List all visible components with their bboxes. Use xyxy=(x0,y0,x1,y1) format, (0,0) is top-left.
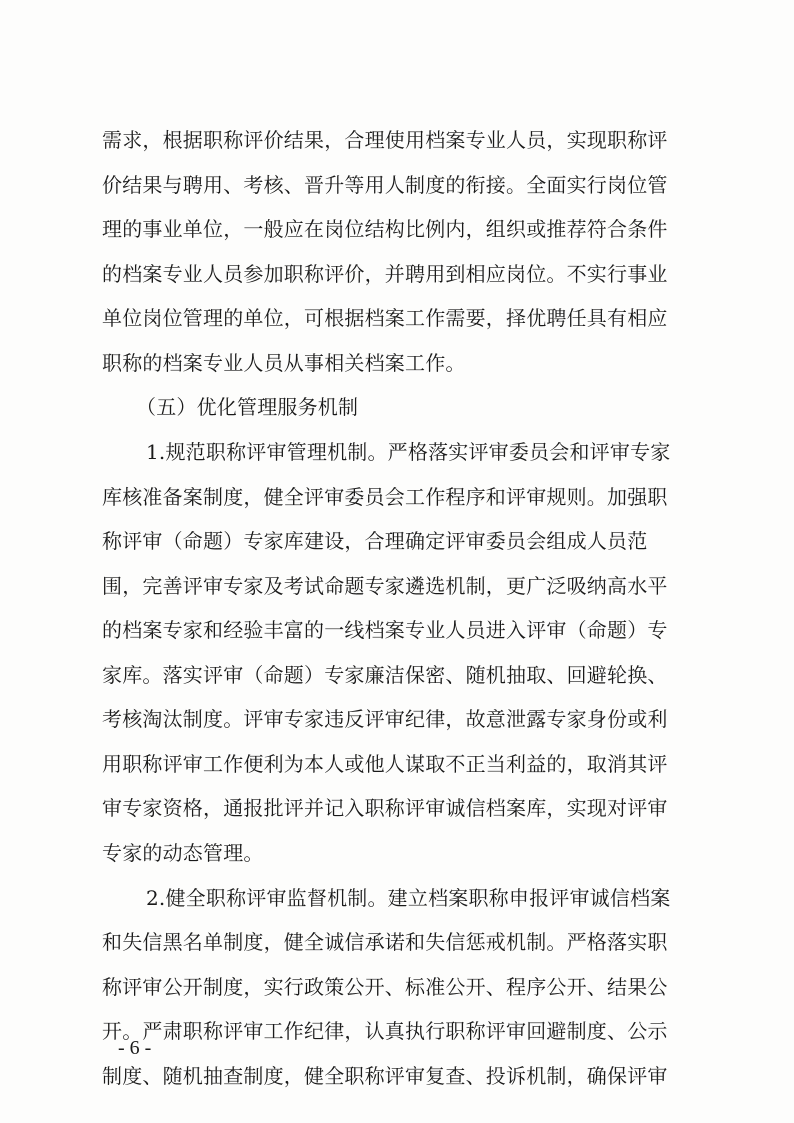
text-line: 需求，根据职称评价结果，合理使用档案专业人员，实现职称评 xyxy=(102,128,668,152)
text-line: 考核淘汰制度。评审专家违反评审纪律，故意泄露专家身份或利 xyxy=(102,707,668,731)
text-line: 的档案专业人员参加职称评价，并聘用到相应岗位。不实行事业 xyxy=(102,262,668,286)
section-heading: （五）优化管理服务机制 xyxy=(136,395,359,419)
text-line: 称评审公开制度，实行政策公开、标准公开、程序公开、结果公 xyxy=(102,975,668,999)
text-line: 的档案专家和经验丰富的一线档案专业人员进入评审（命题）专 xyxy=(102,618,668,642)
text-line: 价结果与聘用、考核、晋升等用人制度的衔接。全面实行岗位管 xyxy=(102,173,668,197)
text-line: 专家的动态管理。 xyxy=(102,841,264,865)
text-line: 制度、随机抽查制度，健全职称评审复查、投诉机制，确保评审 xyxy=(102,1064,668,1088)
text-line: 开。严肃职称评审工作纪律，认真执行职称评审回避制度、公示 xyxy=(102,1019,668,1043)
text-line: 用职称评审工作便利为本人或他人谋取不正当利益的，取消其评 xyxy=(102,752,668,776)
text-line: 1.规范职称评审管理机制。严格落实评审委员会和评审专家 xyxy=(146,440,671,464)
page-number: - 6 - xyxy=(118,1037,152,1059)
text-line: 职称的档案专业人员从事相关档案工作。 xyxy=(102,351,466,375)
text-line: 家库。落实评审（命题）专家廉洁保密、随机抽取、回避轮换、 xyxy=(102,663,668,687)
text-line: 和失信黑名单制度，健全诚信承诺和失信惩戒机制。严格落实职 xyxy=(102,930,668,954)
text-line: 理的事业单位，一般应在岗位结构比例内，组织或推荐符合条件 xyxy=(102,217,668,241)
text-line: 称评审（命题）专家库建设，合理确定评审委员会组成人员范 xyxy=(102,529,648,553)
text-line: 审专家资格，通报批评并记入职称评审诚信档案库，实现对评审 xyxy=(102,796,668,820)
text-line: 单位岗位管理的单位，可根据档案工作需要，择优聘任具有相应 xyxy=(102,306,668,330)
text-line: 围，完善评审专家及考试命题专家遴选机制，更广泛吸纳高水平 xyxy=(102,574,668,598)
text-line: 2.健全职称评审监督机制。建立档案职称申报评审诚信档案 xyxy=(146,886,671,910)
text-line: 库核准备案制度，健全评审委员会工作程序和评审规则。加强职 xyxy=(102,485,668,509)
